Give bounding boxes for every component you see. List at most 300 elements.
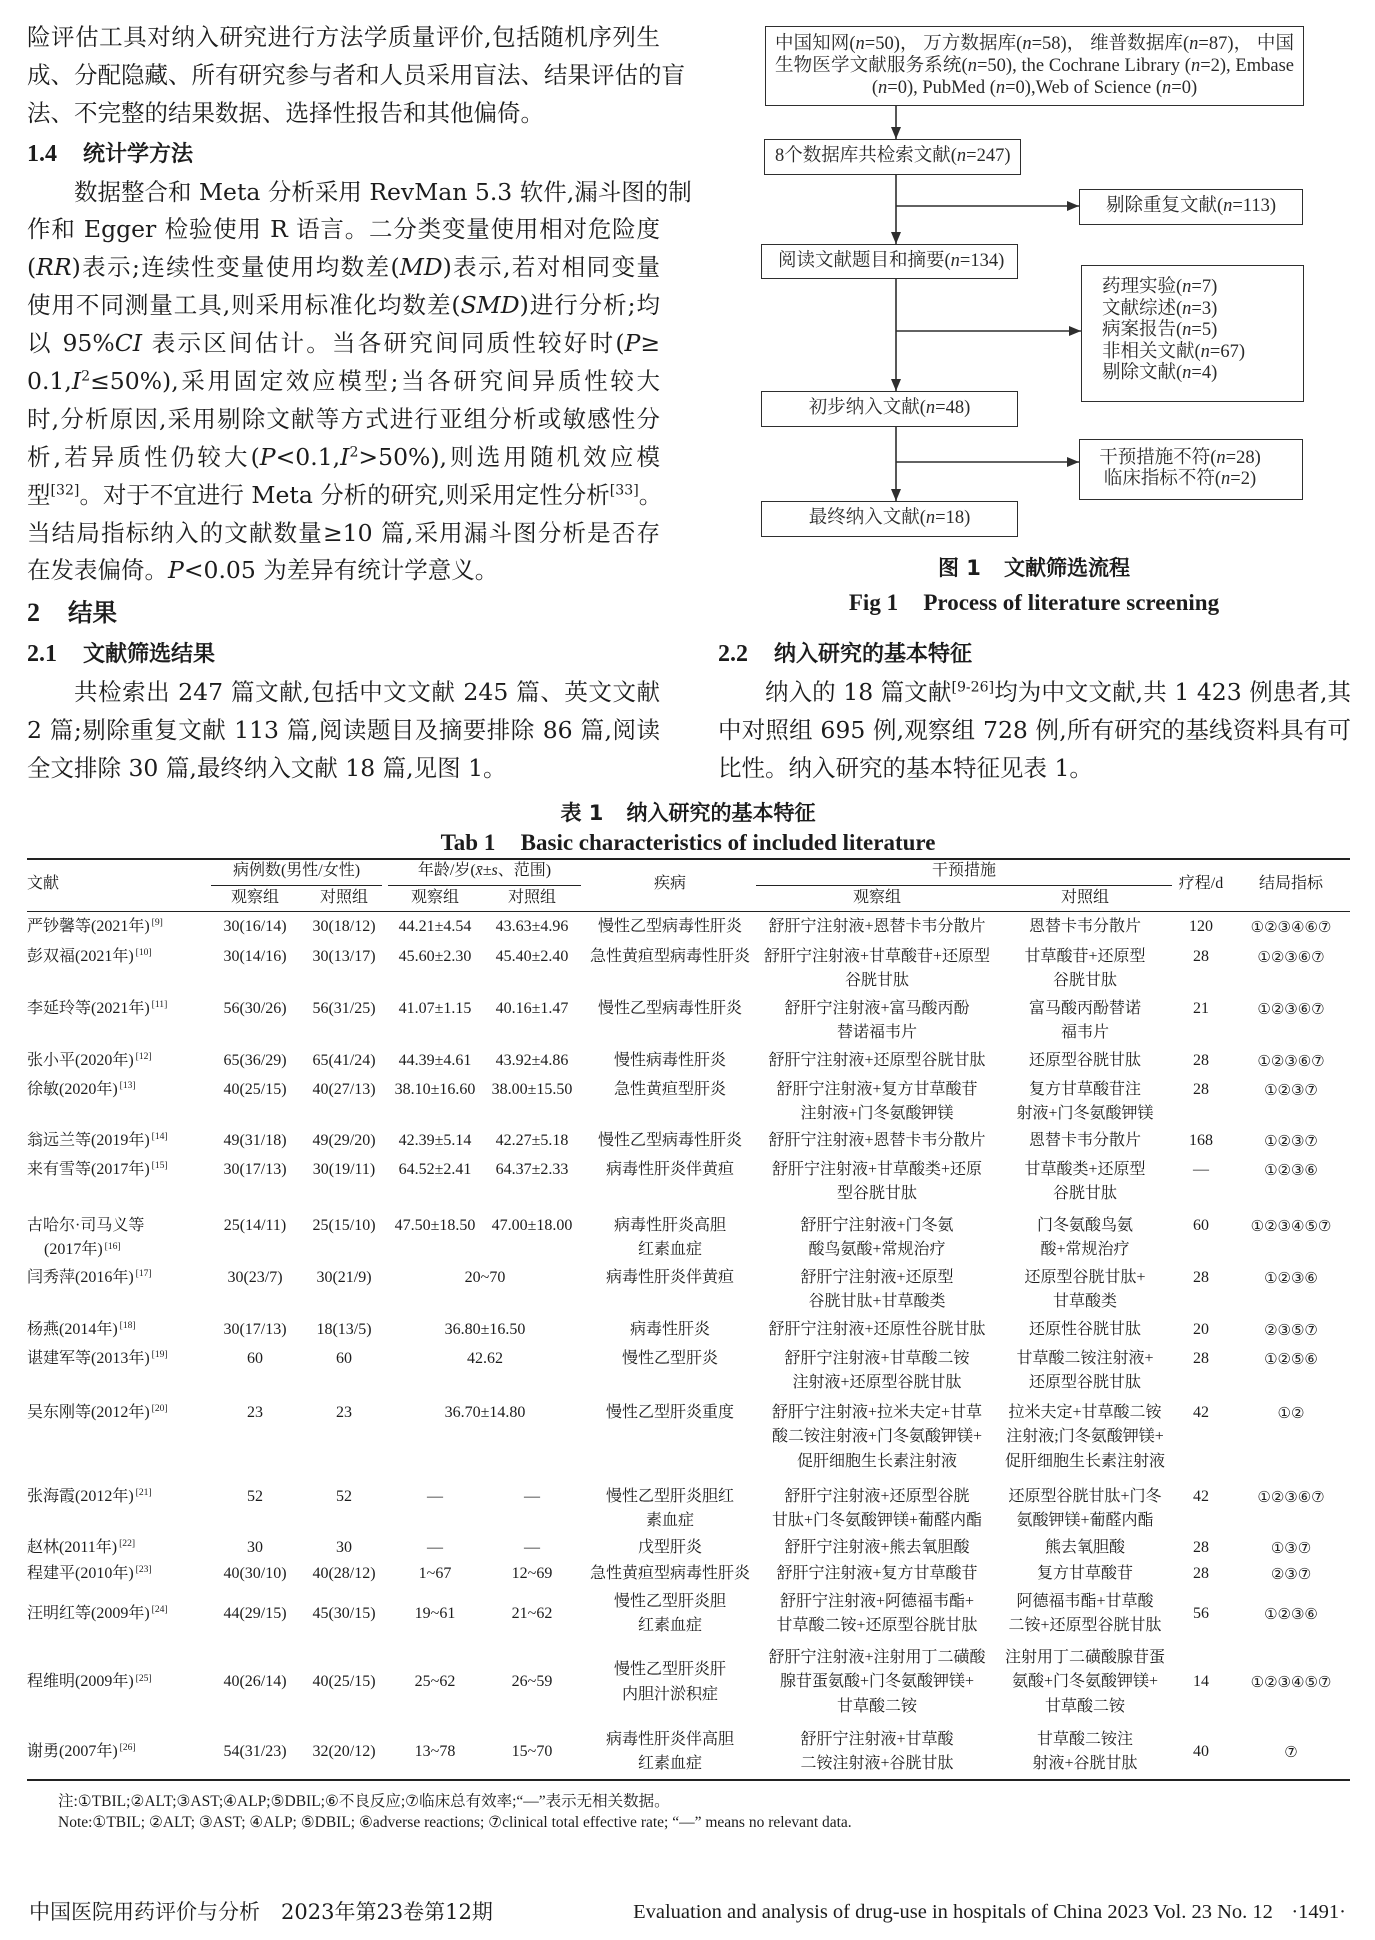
outcomes-cell (1232, 945, 1350, 970)
duration-cell (1172, 1590, 1230, 1639)
intervention-control-cell-line: 拉米夫定+甘草酸二铵 (1008, 1403, 1162, 1421)
study-cell (27, 1214, 211, 1263)
cases-control-cell (300, 1728, 388, 1777)
italic-n: n (956, 146, 967, 166)
intervention-control-cell-line: 甘草酸二铵注 (1036, 1730, 1133, 1748)
intervention-control-cell-line: 谷胱甘肽 (1052, 1185, 1117, 1203)
outcomes-cell (1232, 1078, 1350, 1103)
intervention-observation-cell-line: 舒肝宁注射液+门冬氨 (800, 1216, 954, 1234)
journal-name: 中国医院用药评价与分析 (29, 1900, 260, 1924)
intervention-observation-cell-line: 舒肝宁注射液+还原型谷胱 (784, 1487, 970, 1505)
flow-box-preliminarily-included: 初步纳入文献(n=48) (761, 391, 1018, 427)
intervention-control-cell-line: 还原型谷胱甘肽 (1028, 1374, 1141, 1392)
duration-cell-line: 28 (1193, 1349, 1209, 1367)
cases-control-cell-line: 30(21/9) (316, 1268, 372, 1286)
outcomes-cell-line: ⑦ (1284, 1743, 1298, 1761)
intervention-observation-cell-line: 谷胱甘肽+甘草酸类 (808, 1293, 946, 1311)
cases-control-cell (300, 1401, 388, 1426)
literature-screening-flowchart (0, 0, 1375, 620)
intervention-control-cell-line: 氨酸钾镁+葡醛内酯 (1016, 1512, 1154, 1530)
text-line: 险评估工具对纳入研究进行方法学质量评价,包括随机序列生 (27, 23, 660, 51)
table-row (27, 1266, 1350, 1315)
disease-cell-line: 素血症 (645, 1512, 694, 1530)
table-title-en: Basic characteristics of included literature (520, 830, 936, 855)
duration-cell (1172, 997, 1230, 1022)
cases-observation-cell (211, 1590, 299, 1639)
disease-cell (580, 1129, 760, 1154)
age-control-cell (482, 1214, 582, 1239)
reference-marker: [20] (151, 1403, 168, 1414)
reference-marker: [14] (151, 1131, 168, 1142)
section-number: 1.4 (27, 140, 57, 167)
table-row (27, 945, 1350, 994)
text-line: (RR)表示;连续性变量使用均数差(MD)表示,若对相同变量 (27, 253, 660, 282)
table-row (27, 1049, 1350, 1074)
table-row (27, 1536, 1350, 1561)
intervention-control-cell (992, 997, 1178, 1046)
disease-cell-line: 慢性乙型病毒性肝炎 (597, 999, 742, 1017)
cases-control-cell (300, 1485, 388, 1510)
intervention-observation-cell (762, 945, 992, 994)
outcomes-cell (1232, 1646, 1350, 1720)
duration-cell (1172, 1266, 1230, 1291)
cases-observation-cell-line: 65(36/29) (223, 1051, 287, 1069)
age-observation-cell (388, 1049, 482, 1074)
header-age-observation: 观察组 (410, 889, 459, 906)
table-title-chinese (388, 798, 988, 828)
superscript: 2 (349, 444, 359, 461)
outcomes-cell-line: ①②③⑥⑦ (1257, 1051, 1325, 1070)
intervention-control-cell-line: 还原型谷胱甘肽 (1028, 1051, 1141, 1069)
intervention-observation-cell-line: 舒肝宁注射液+甘草酸二铵 (784, 1349, 970, 1367)
outcomes-cell (1232, 1562, 1350, 1587)
cases-observation-cell-line: 52 (247, 1487, 263, 1505)
intervention-control-cell-line: 复方甘草酸苷注 (1028, 1080, 1141, 1098)
disease-cell-line: 红素血症 (637, 1241, 702, 1259)
age-observation-cell-line: — (427, 1538, 443, 1556)
disease-cell (580, 1078, 760, 1103)
intervention-observation-cell (762, 1401, 992, 1475)
cases-control-cell-line: 60 (336, 1349, 352, 1367)
disease-cell-line: 慢性乙型肝炎胆 (613, 1592, 726, 1610)
age-observation-cell-line: 42.39±5.14 (398, 1131, 472, 1149)
cases-observation-cell (211, 997, 299, 1022)
disease-cell (580, 915, 760, 940)
duration-cell (1172, 1158, 1230, 1183)
italic-n: n (925, 508, 936, 528)
figure-title: 文献筛选流程 (1004, 556, 1131, 580)
intervention-control-cell (992, 1078, 1178, 1127)
age-control-cell-line: 43.63±4.96 (495, 917, 569, 935)
section-number: 2.2 (718, 641, 748, 667)
cases-observation-cell (211, 1562, 299, 1587)
cases-control-cell (300, 1129, 388, 1154)
section-number: 2 (27, 598, 40, 628)
intervention-observation-cell (762, 1266, 992, 1315)
study-cell (27, 945, 211, 970)
age-both-groups-cell-line: 36.80±16.50 (444, 1320, 526, 1338)
study-cell-line: 张海霞(2012年) [21] (27, 1487, 152, 1505)
cases-control-cell (300, 1536, 388, 1561)
cases-observation-cell-line: 25(14/11) (223, 1216, 287, 1234)
cases-observation-cell-line: 30(23/7) (227, 1268, 283, 1286)
italic-n: n (1182, 363, 1192, 383)
intervention-control-cell-line: 注射液;门冬氨酸钾镁+ (1006, 1428, 1164, 1446)
intervention-control-cell (992, 1590, 1178, 1639)
flow-box-line: 中国知网(n=50)， 万方数据库(n=58)， 维普数据库(n=87)， 中国 (775, 34, 1294, 54)
reference-marker: [15] (151, 1160, 168, 1171)
study-cell-line: 杨燕(2014年) [18] (27, 1320, 136, 1338)
reference-marker: [17] (135, 1268, 152, 1279)
outcomes-cell-line: ①②③④⑤⑦ (1250, 1216, 1332, 1235)
text-line: 析,若异质性仍较大$(P<0.1,I^2>50\%)$,则选用随机效应模 (27, 442, 661, 471)
intervention-observation-cell-line: 酸二铵注射液+门冬氨酸钾镁+ (771, 1428, 983, 1446)
table-row (27, 1318, 1350, 1343)
outcomes-cell-line: ①②③⑦ (1264, 1080, 1318, 1099)
cases-control-cell (300, 1562, 388, 1587)
issue-info: 2023年第23卷第12期 (281, 1900, 493, 1924)
outcomes-cell-line: ①②⑤⑥ (1264, 1349, 1318, 1368)
outcomes-cell-line: ②③⑤⑦ (1264, 1320, 1318, 1339)
age-control-cell (482, 997, 582, 1022)
outcomes-cell-line: ①②③⑥ (1264, 1605, 1318, 1623)
disease-cell-line: 慢性乙型病毒性肝炎 (597, 1131, 742, 1149)
intervention-control-cell-line: 还原型谷胱甘肽+ (1024, 1268, 1146, 1286)
age-control-cell-line: 45.40±2.40 (495, 947, 569, 965)
cases-observation-cell-line: 30 (247, 1538, 263, 1556)
intervention-control-cell-line: 阿德福韦酯+甘草酸 (1016, 1592, 1154, 1610)
age-observation-cell (388, 1129, 482, 1154)
journal-name-en: Evaluation and analysis of drug-use in hospitals of China 2023 Vol. 23 No. 12 (633, 1901, 1273, 1923)
age-observation-cell-line: 13~78 (414, 1743, 456, 1760)
intervention-control-cell-line: 射液+门冬氨酸钾镁 (1016, 1105, 1154, 1123)
intervention-control-cell (992, 1646, 1178, 1720)
disease-cell (580, 1158, 760, 1183)
cases-observation-cell-line: 49(31/18) (223, 1131, 287, 1149)
text-line: 型[32]。对于不宜进行 Meta 分析的研究,则采用定性分析[33]。 (27, 480, 663, 509)
intervention-control-cell (992, 1266, 1178, 1315)
outcomes-cell (1232, 1728, 1350, 1777)
cases-observation-cell-line: 44(29/15) (223, 1605, 287, 1622)
intervention-control-cell-line: 氨酸+门冬氨酸钾镁+ (1011, 1673, 1159, 1691)
age-observation-cell (388, 997, 482, 1022)
table-row (27, 1347, 1350, 1396)
intervention-observation-cell (762, 1347, 992, 1396)
intervention-observation-cell-line: 腺苷蛋氨酸+门冬氨酸钾镁+ (779, 1673, 975, 1691)
intervention-observation-cell (762, 1129, 992, 1154)
reference-marker: [11] (151, 999, 168, 1010)
intervention-control-cell (992, 1401, 1178, 1475)
disease-cell-line: 红素血症 (637, 1617, 702, 1635)
cases-control-cell-line: 40(28/12) (312, 1564, 376, 1582)
age-observation-cell (388, 1214, 482, 1239)
paragraph (718, 674, 1351, 788)
outcomes-cell-line: ①③⑦ (1270, 1538, 1312, 1557)
flow-box-line: 非相关文献(n=67) (1102, 341, 1246, 362)
italic-symbol: CI (114, 329, 142, 358)
duration-cell (1172, 1562, 1230, 1587)
header-age-group: 年龄/岁(x̄±s、范围) (388, 859, 581, 886)
intervention-control-cell-line: 酸+常规治疗 (1040, 1241, 1130, 1259)
intervention-observation-cell-line: 型谷胱甘肽 (836, 1185, 917, 1203)
outcomes-cell (1232, 1485, 1350, 1510)
age-control-cell-line: — (524, 1487, 540, 1505)
table-title: 纳入研究的基本特征 (626, 801, 816, 825)
intervention-observation-cell-line: 舒肝宁注射液+甘草酸 (800, 1730, 954, 1748)
cases-observation-cell (211, 1266, 299, 1291)
age-control-cell-line: 42.27±5.18 (495, 1131, 569, 1149)
table-row (27, 997, 1350, 1046)
study-cell (27, 1590, 211, 1639)
text-line: 当结局指标纳入的文献数量≥10 篇,采用漏斗图分析是否存 (27, 518, 660, 547)
cases-control-cell-line: 49(29/20) (312, 1131, 376, 1149)
cases-observation-cell (211, 1129, 299, 1154)
table-body (27, 858, 1350, 1779)
text-line: 以 95%CI 表示区间估计。当各研究间同质性较好时(P≥ (27, 329, 661, 358)
study-cell (27, 1078, 211, 1103)
cases-observation-cell (211, 1347, 299, 1372)
header-cases-observation: 观察组 (230, 889, 279, 906)
cases-control-cell-line: 40(25/15) (312, 1673, 376, 1691)
reference-marker: [23] (135, 1564, 152, 1575)
outcomes-cell (1232, 1158, 1350, 1183)
age-observation-cell (388, 1728, 482, 1777)
table-title-english (388, 828, 988, 858)
reference-marker: [22] (119, 1538, 136, 1549)
disease-cell (580, 1485, 760, 1534)
flow-box-database-sources (765, 26, 1304, 106)
text-line: 全文排除 30 篇,最终纳入文献 18 篇,见图 1。 (27, 753, 507, 782)
study-cell-line: 徐敏(2020年) [13] (27, 1080, 136, 1098)
study-cell (27, 997, 211, 1022)
italic-n: n (878, 78, 888, 98)
flow-box-line: 干预措施不符(n=28) (1099, 448, 1261, 468)
intervention-control-cell (992, 1485, 1178, 1534)
cases-control-cell (300, 1347, 388, 1372)
outcomes-cell (1232, 1129, 1350, 1154)
header-intervention-group: 干预措施 (756, 859, 1172, 886)
duration-cell (1172, 1536, 1230, 1561)
study-cell-line: (2017年) [16] (44, 1240, 121, 1259)
intervention-observation-cell-line: 舒肝宁注射液+还原型 (800, 1268, 954, 1286)
cases-observation-cell-line: 40(25/15) (223, 1080, 287, 1098)
flow-box-duplicates-removed: 剔除重复文献(n=113) (1079, 189, 1303, 225)
text-line: 纳入的 18 篇文献[9-26]均为中文文献,共 1 423 例患者,其 (765, 677, 1351, 706)
header-disease: 疾病 (653, 875, 686, 892)
outcomes-cell (1232, 1347, 1350, 1372)
text-line: 成、分配隐藏、所有研究参与者和人员采用盲法、结果评估的盲 (27, 60, 685, 89)
study-cell-line: 程维明(2009年) [25] (27, 1672, 152, 1691)
duration-cell-line: 28 (1193, 1268, 1209, 1286)
age-control-cell (482, 1158, 582, 1183)
flow-box-excluded-after-screening (1081, 265, 1304, 402)
duration-cell-line: 60 (1193, 1216, 1209, 1234)
table-bottom-rule (27, 1779, 1350, 1781)
intervention-control-cell-line: 恩替卡韦分散片 (1028, 1131, 1141, 1149)
age-both-groups-cell (388, 1401, 582, 1426)
table-row (27, 1214, 1350, 1263)
outcomes-cell-line: ①②③⑦ (1264, 1131, 1318, 1150)
disease-cell (580, 1049, 760, 1074)
study-cell-line: 谢勇(2007年) [26] (27, 1742, 136, 1760)
flow-box-excluded-after-fulltext (1079, 439, 1303, 500)
table-note-chinese: 注:①TBIL;②ALT;③AST;④ALP;⑤DBIL;⑥不良反应;⑦临床总有效率;“—”表示无相关数据。 (58, 1793, 670, 1810)
outcomes-cell (1232, 997, 1350, 1022)
cases-control-cell-line: 30(13/17) (312, 947, 376, 965)
intervention-observation-cell-line: 促肝细胞生长素注射液 (796, 1452, 957, 1470)
outcomes-cell-line: ①②③⑥ (1264, 1160, 1318, 1179)
outcomes-cell-line: ①② (1277, 1403, 1305, 1422)
text-line: 中对照组 695 例,观察组 728 例,所有研究的基线资料具有可 (718, 715, 1351, 744)
cases-control-cell-line: 65(41/24) (312, 1051, 376, 1069)
cases-control-cell-line: 30(18/12) (312, 917, 376, 935)
study-cell-line: 翁远兰等(2019年) [14] (27, 1131, 168, 1149)
age-observation-cell (388, 1562, 482, 1587)
text-line: 时,分析原因,采用剔除文献等方式进行亚组分析或敏感性分 (27, 404, 660, 433)
age-control-cell-line: 64.37±2.33 (495, 1160, 569, 1178)
age-observation-cell-line: 38.10±16.60 (394, 1080, 476, 1098)
duration-cell (1172, 1728, 1230, 1777)
intervention-observation-cell-line: 舒肝宁注射液+还原型谷胱甘肽 (768, 1051, 986, 1069)
reference-marker: [9] (151, 917, 163, 928)
intervention-control-cell-line: 促肝细胞生长素注射液 (1004, 1452, 1165, 1470)
intervention-observation-cell (762, 1536, 992, 1561)
study-cell (27, 1129, 211, 1154)
duration-cell (1172, 1129, 1230, 1154)
italic-symbol: P (624, 329, 641, 358)
age-control-cell (482, 1129, 582, 1154)
cases-observation-cell (211, 1401, 299, 1426)
section-title: 文献筛选结果 (83, 642, 216, 668)
duration-cell-line: 28 (1193, 1564, 1209, 1582)
cases-control-cell-line: 30 (336, 1538, 352, 1556)
duration-cell-line: 40 (1193, 1743, 1209, 1760)
study-cell-line: 吴东刚等(2012年) [20] (27, 1403, 168, 1421)
outcomes-cell-line: ①②③④⑤⑦ (1250, 1673, 1332, 1692)
italic-n: n (1216, 448, 1226, 468)
age-control-cell-line: 43.92±4.86 (495, 1051, 569, 1069)
duration-cell-line: 20 (1193, 1320, 1209, 1338)
table-row (27, 1158, 1350, 1207)
intervention-observation-cell-line: 舒肝宁注射液+恩替卡韦分散片 (768, 917, 986, 935)
outcomes-cell (1232, 1590, 1350, 1639)
duration-cell-line: — (1193, 1160, 1209, 1178)
age-observation-cell-line: 47.50±18.50 (394, 1216, 476, 1234)
flow-box-line: (n=0), PubMed (n=0),Web of Science (n=0) (871, 78, 1198, 98)
intervention-observation-cell-line: 舒肝宁注射液+复方甘草酸苷 (776, 1080, 978, 1098)
cases-observation-cell (211, 1078, 299, 1103)
intervention-observation-cell (762, 1485, 992, 1534)
section-title: 纳入研究的基本特征 (774, 642, 973, 667)
intervention-observation-cell-line: 甘草酸二铵 (836, 1697, 917, 1715)
duration-cell-line: 21 (1193, 999, 1209, 1017)
intervention-observation-cell-line: 二铵注射液+谷胱甘肽 (800, 1755, 954, 1773)
cases-observation-cell (211, 1158, 299, 1183)
cases-observation-cell-line: 30(17/13) (223, 1320, 287, 1338)
disease-cell (580, 1318, 760, 1343)
age-observation-cell (388, 1078, 482, 1103)
age-control-cell-line: 15~70 (511, 1743, 553, 1760)
intervention-control-cell-line: 复方甘草酸苷 (1036, 1564, 1133, 1582)
duration-cell-line: 14 (1193, 1673, 1209, 1691)
age-observation-cell (388, 1646, 482, 1720)
age-observation-cell (388, 1485, 482, 1510)
italic-symbol: MD (399, 253, 443, 282)
flow-box-retrieved: 8个数据库共检索文献(n=247) (764, 139, 1021, 175)
intervention-control-cell (992, 1049, 1178, 1074)
intervention-control-cell (992, 1347, 1178, 1396)
italic-n: n (1200, 341, 1210, 362)
intervention-control-cell-line: 甘草酸二铵注射液+ (1016, 1349, 1154, 1367)
italic-n: n (1182, 277, 1192, 297)
study-cell-line: 严钞馨等(2021年) [9] (27, 917, 163, 935)
reference-marker: [21] (135, 1487, 152, 1498)
italic-symbol: RR (36, 253, 72, 282)
intervention-observation-cell (762, 915, 992, 940)
age-observation-cell (388, 945, 482, 970)
table-row (27, 1562, 1350, 1587)
cases-observation-cell (211, 1646, 299, 1720)
figure-label-en: Fig 1 (848, 590, 899, 615)
age-observation-cell (388, 1158, 482, 1183)
disease-cell-line: 内胆汁淤积症 (621, 1685, 718, 1703)
header-outcomes: 结局指标 (1258, 875, 1323, 892)
disease-cell-line: 病毒性肝炎伴黄疸 (605, 1268, 734, 1286)
outcomes-cell (1232, 1401, 1350, 1426)
intervention-control-cell-line: 谷胱甘肽 (1052, 972, 1117, 990)
figure-title-en: Process of literature screening (923, 590, 1220, 615)
cases-control-cell (300, 1078, 388, 1103)
age-control-cell (482, 1078, 582, 1103)
flow-box-line: 药理实验(n=7) (1102, 277, 1218, 297)
age-control-cell-line: 40.16±1.47 (495, 999, 569, 1017)
superscript: [33] (609, 482, 639, 499)
study-cell (27, 1562, 211, 1587)
intervention-observation-cell-line: 舒肝宁注射液+熊去氧胆酸 (784, 1538, 970, 1556)
intervention-observation-cell-line: 舒肝宁注射液+富马酸丙酚 (784, 999, 970, 1017)
intervention-observation-cell (762, 1646, 992, 1720)
study-cell (27, 1266, 211, 1291)
flow-box-line: 文献综述(n=3) (1102, 298, 1218, 319)
text-line: 法、不完整的结果数据、选择性报告和其他偏倚。 (27, 98, 544, 127)
age-observation-cell (388, 915, 482, 940)
header-cases-control: 对照组 (319, 889, 368, 906)
study-cell (27, 1347, 211, 1372)
disease-cell (580, 997, 760, 1022)
intervention-control-cell-line: 甘草酸苷+还原型 (1024, 947, 1146, 965)
intervention-control-cell-line: 射液+谷胱甘肽 (1032, 1755, 1138, 1773)
cases-observation-cell-line: 30(16/14) (223, 917, 287, 935)
italic-n: n (925, 398, 936, 418)
text-line: 共检索出 247 篇文献,包括中文文献 245 篇、英文文献 (74, 678, 660, 707)
cases-observation-cell (211, 1049, 299, 1074)
cases-control-cell (300, 1214, 388, 1239)
disease-cell-line: 慢性乙型肝炎 (621, 1349, 718, 1367)
duration-cell (1172, 1078, 1230, 1103)
age-control-cell-line: 47.00±18.00 (491, 1216, 573, 1234)
right-text-column (718, 633, 1351, 788)
text-line: 作和 Egger 检验使用 R 语言。二分类变量使用相对危险度 (27, 215, 660, 244)
table-row (27, 1485, 1350, 1534)
intervention-observation-cell-line: 舒肝宁注射液+甘草酸苷+还原型 (763, 947, 991, 965)
cases-observation-cell (211, 1318, 299, 1343)
cases-observation-cell-line: 54(31/23) (223, 1743, 287, 1760)
disease-cell (580, 1214, 760, 1263)
intervention-observation-cell-line: 注射液+还原型谷胱甘肽 (792, 1374, 962, 1392)
duration-cell (1172, 1318, 1230, 1343)
intervention-observation-cell-line: 甘草酸二铵+还原型谷胱甘肽 (776, 1617, 978, 1635)
figure-caption-english (734, 588, 1334, 618)
